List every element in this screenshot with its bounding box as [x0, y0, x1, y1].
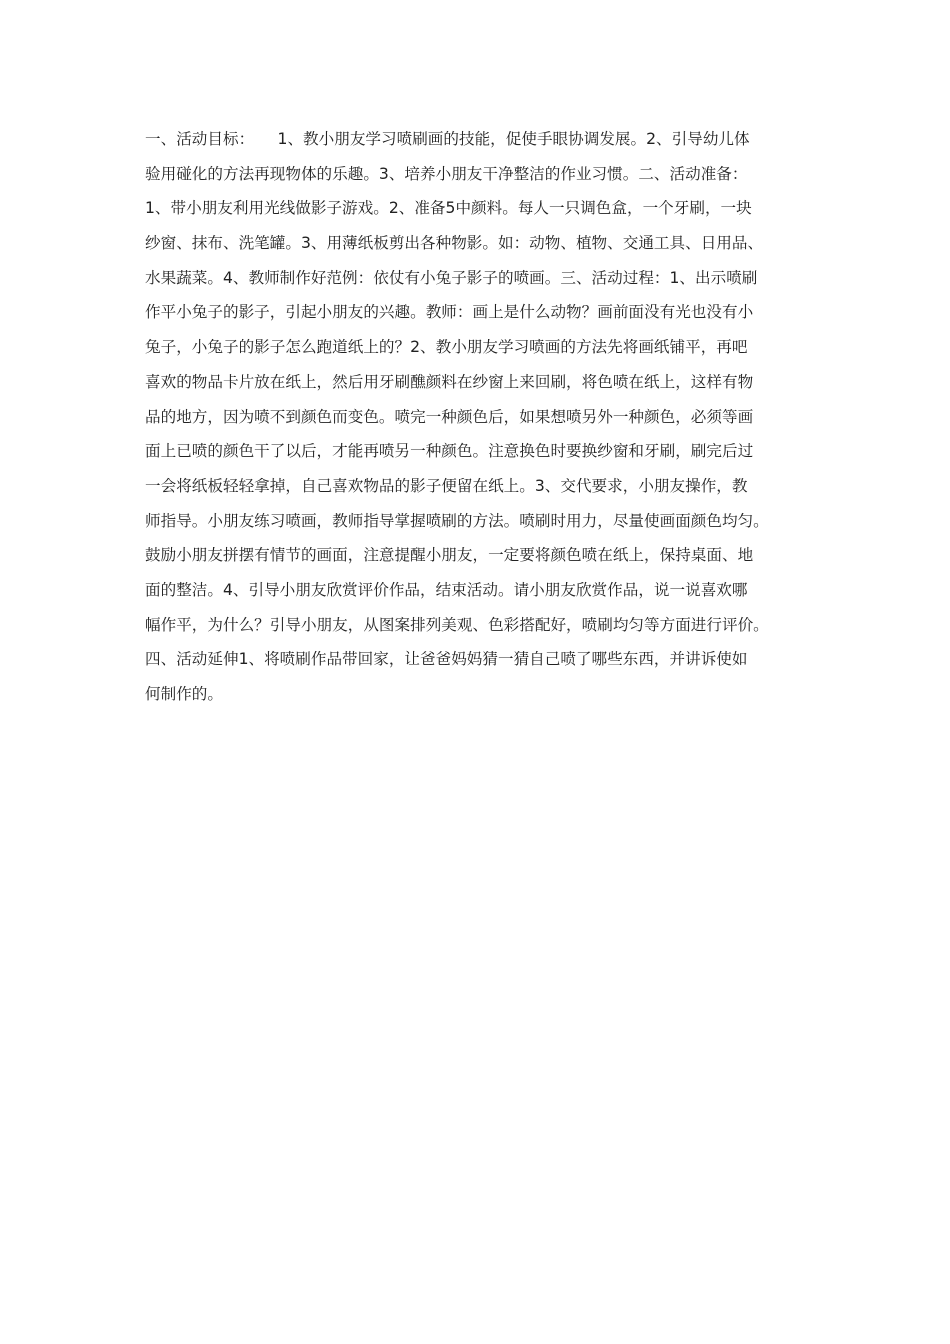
text-line: 喜欢的物品卡片放在纸上，然后用牙刷醮颜料在纱窗上来回刷，将色喷在纸上，这样有物	[145, 372, 754, 391]
text-line: 一会将纸板轻轻拿掉，自己喜欢物品的影子便留在纸上。3、交代要求，小朋友操作，教	[145, 476, 748, 495]
text-line: 纱窗、抹布、洗笔罐。3、用薄纸板剪出各种物影。如：动物、植物、交通工具、日用品、	[145, 234, 764, 253]
text-line: 面的整洁。4、引导小朋友欣赏评价作品，结束活动。请小朋友欣赏作品，说一说喜欢哪	[145, 580, 748, 599]
text-line: 何制作的。	[145, 685, 223, 703]
body-text	[145, 122, 810, 712]
text-line: 面上已喷的颜色干了以后，才能再喷另一种颜色。注意换色时要换纱窗和牙刷，刷完后过	[145, 442, 754, 461]
text-line: 品的地方，因为喷不到颜色而变色。喷完一种颜色后，如果想喷另外一种颜色，必须等画	[145, 407, 754, 426]
text-line: 验用碰化的方法再现物体的乐趣。3、培养小朋友干净整洁的作业习惯。二、活动准备：	[145, 164, 748, 183]
text-line: 作平小兔子的影子，引起小朋友的兴趣。教师：画上是什么动物？画前面没有光也没有小	[145, 303, 754, 322]
text-line: 一、活动目标： 1、教小朋友学习喷刷画的技能，促使手眼协调发展。2、引导幼儿体	[145, 130, 750, 148]
text-line: 鼓励小朋友拼摆有情节的画面，注意提醒小朋友，一定要将颜色喷在纸上，保持桌面、地	[145, 546, 754, 565]
text-line: 幅作平，为什么？引导小朋友，从图案排列美观、色彩搭配好，喷刷均匀等方面进行评价。	[145, 615, 769, 634]
text-line: 师指导。小朋友练习喷画，教师指导掌握喷刷的方法。喷刷时用力，尽量使画面颜色均匀。	[145, 511, 769, 530]
text-line: 四、活动延伸1、将喷刷作品带回家，让爸爸妈妈猜一猜自己喷了哪些东西，并讲诉使如	[145, 650, 748, 669]
text-line: 1、带小朋友利用光线做影子游戏。2、准备5中颜料。每人一只调色盒，一个牙刷，一块	[145, 199, 752, 218]
text-line: 水果蔬菜。4、教师制作好范例：依仗有小兔子影子的喷画。三、活动过程：1、出示喷刷	[145, 268, 758, 287]
text-line: 兔子，小兔子的影子怎么跑道纸上的？2、教小朋友学习喷画的方法先将画纸铺平，再吧	[145, 338, 748, 357]
